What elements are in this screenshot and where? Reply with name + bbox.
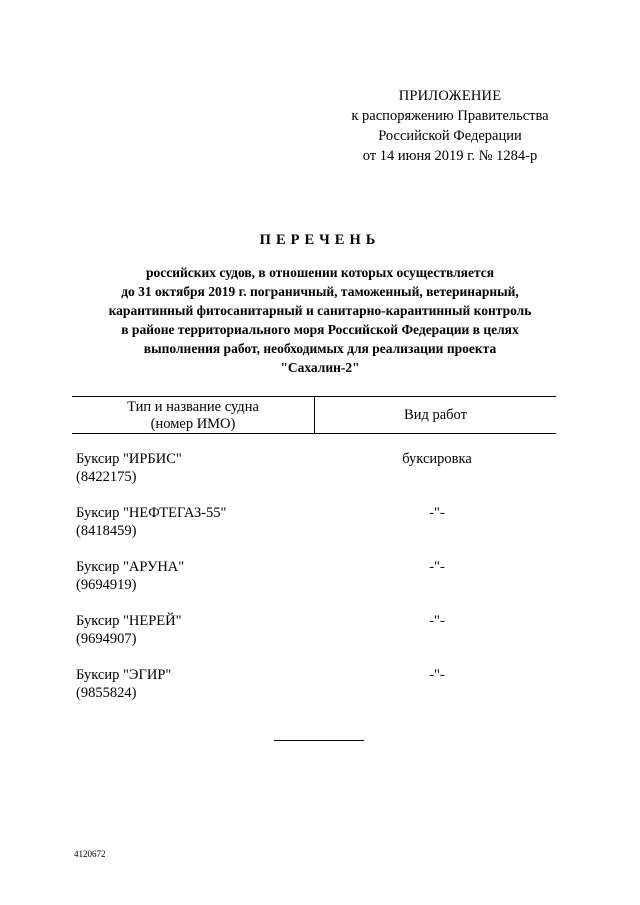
document-code: 4120672 [74,849,106,859]
header-vessel [72,397,315,433]
work-type: -"- [429,667,445,683]
vessel-table [72,396,556,704]
vessel-name: Буксир "АРУНА" [76,559,185,575]
vessel-cell [72,504,318,542]
heading-line-4: в районе территориального моря Российской Федерации в целях [121,322,519,337]
vessel-name: Буксир "ИРБИС" [76,451,182,467]
work-type: буксировка [402,451,472,467]
table-row [72,504,556,542]
work-type: -"- [429,505,445,521]
table-row [72,666,556,704]
vessel-cell [72,666,318,704]
work-type: -"- [429,559,445,575]
table-row [72,612,556,650]
table-header [72,396,556,434]
heading-line-5: выполнения работ, необходимых для реализации проекта [143,341,497,356]
end-divider [274,740,364,741]
vessel-name: Буксир "ЭГИР" [76,667,172,683]
vessel-cell [72,558,318,596]
heading-title: ПЕРЕЧЕНЬ [259,232,381,248]
heading-description [60,263,580,377]
heading-line-1: российских судов, в отношении которых осуществляется [145,265,495,280]
vessel-imo: (8422175) [76,469,137,485]
heading-line-3: карантинный фитосанитарный и санитарно-карантинный контроль [108,303,532,318]
table-row [72,450,556,488]
work-type: -"- [429,613,445,629]
header-work-type: Вид работ [404,406,467,423]
vessel-cell [72,450,318,488]
vessel-imo: (9694907) [76,631,137,647]
appendix-line-2: Российской Федерации [378,128,522,144]
vessel-imo: (8418459) [76,523,137,539]
vessel-name: Буксир "НЕРЕЙ" [76,613,182,629]
appendix-line-1: к распоряжению Правительства [351,108,549,124]
heading-line-2: до 31 октября 2019 г. пограничный, таможенный, ветеринарный, [121,284,519,299]
header-vessel-line-1: Тип и название судна [127,399,259,415]
heading-line-6: "Сахалин-2" [280,360,360,375]
table-row [72,558,556,596]
appendix-block [340,86,560,166]
vessel-cell [72,612,318,650]
document-heading [60,232,580,377]
header-vessel-line-2: (номер ИМО) [150,416,236,432]
vessel-imo: (9694919) [76,577,137,593]
vessel-imo: (9855824) [76,685,137,701]
appendix-line-3: от 14 июня 2019 г. № 1284-р [362,148,538,164]
appendix-title: ПРИЛОЖЕНИЕ [398,88,502,104]
vessel-name: Буксир "НЕФТЕГАЗ-55" [76,505,227,521]
